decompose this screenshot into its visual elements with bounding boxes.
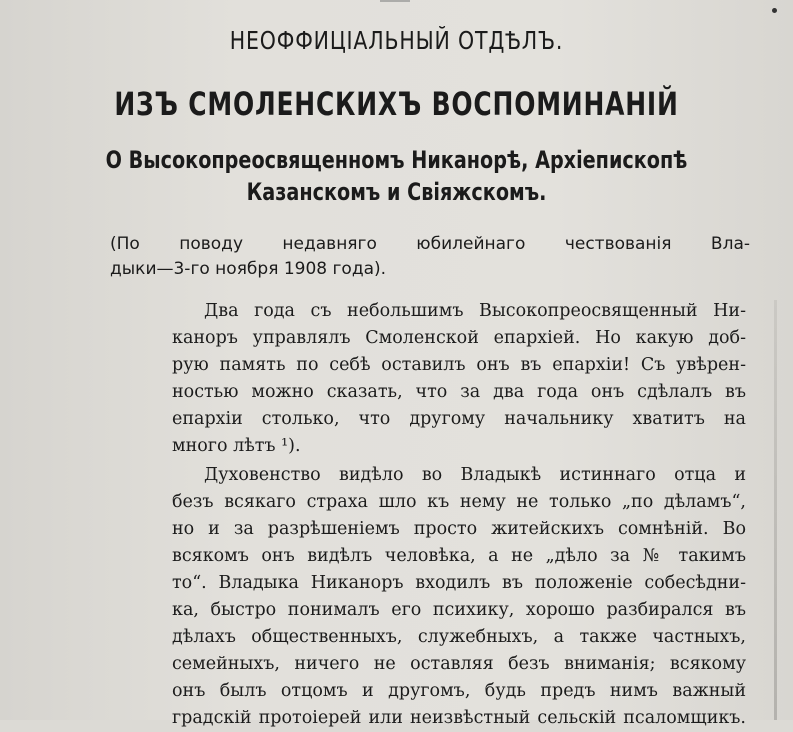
top-rule bbox=[380, 0, 410, 2]
text-line: онъ былъ отцомъ и другомъ, будь предъ нимъ важный bbox=[172, 681, 746, 701]
text-line: всякомъ онъ видѣлъ человѣка, а не „дѣло за № такимъ bbox=[172, 546, 746, 566]
article-title: ИЗЪ СМОЛЕНСКИХЪ ВОСПОМИНАНІЙ bbox=[114, 85, 679, 123]
text-line: много лѣтъ ¹). bbox=[172, 436, 301, 456]
ink-dot bbox=[772, 8, 777, 13]
text-line: рую память по себѣ оставилъ онъ въ епархіи! Съ увѣрен- bbox=[172, 355, 746, 375]
text-line: но и за разрѣшеніемъ просто житейскихъ сомнѣній. Во bbox=[172, 519, 746, 539]
article-subtitle-line1: О Высокопреосвященномъ Никанорѣ, Архіепископѣ bbox=[105, 146, 688, 174]
article-body bbox=[140, 298, 746, 732]
text-line: каноръ управлялъ Смоленской епархіей. Но какую доб- bbox=[172, 328, 746, 348]
text-line: ностью можно сказать, что за два года онъ сдѣлалъ въ bbox=[172, 382, 746, 402]
text-line: Духовенство видѣло во Владыкѣ истиннаго отца и bbox=[204, 465, 746, 485]
paragraph-2 bbox=[140, 462, 746, 732]
text-line: безъ всякаго страха шло къ нему не только „по дѣламъ“, bbox=[172, 492, 746, 512]
text-line: ка, быстро понималъ его психику, хорошо разбирался въ bbox=[172, 600, 746, 620]
article-subtitle-line2: Казанскомъ и Свіяжскомъ. bbox=[246, 178, 547, 206]
article-note bbox=[110, 232, 750, 282]
text-line: то“. Владыка Никаноръ входилъ въ положеніе собесѣдни- bbox=[172, 573, 746, 593]
text-line: градскій протоіерей или неизвѣстный сельскій псаломщикъ. bbox=[172, 708, 746, 728]
page-edge-shadow bbox=[774, 300, 777, 720]
paragraph-1 bbox=[140, 298, 746, 460]
note-line: (По поводу недавняго юбилейнаго чествованія Вла- bbox=[110, 234, 750, 254]
text-line: Два года съ небольшимъ Высокопреосвященный Ни- bbox=[204, 301, 746, 321]
text-line: епархіи столько, что другому начальнику хватитъ на bbox=[172, 409, 746, 429]
section-heading: НЕОФФИЦІАЛЬНЫЙ ОТДѢЛЪ. bbox=[229, 26, 564, 55]
text-line: семейныхъ, ничего не оставляя безъ вниманія; всякому bbox=[172, 654, 746, 674]
note-line: дыки—3-го ноября 1908 года). bbox=[110, 259, 387, 279]
text-line: дѣлахъ общественныхъ, служебныхъ, а также частныхъ, bbox=[172, 627, 746, 647]
